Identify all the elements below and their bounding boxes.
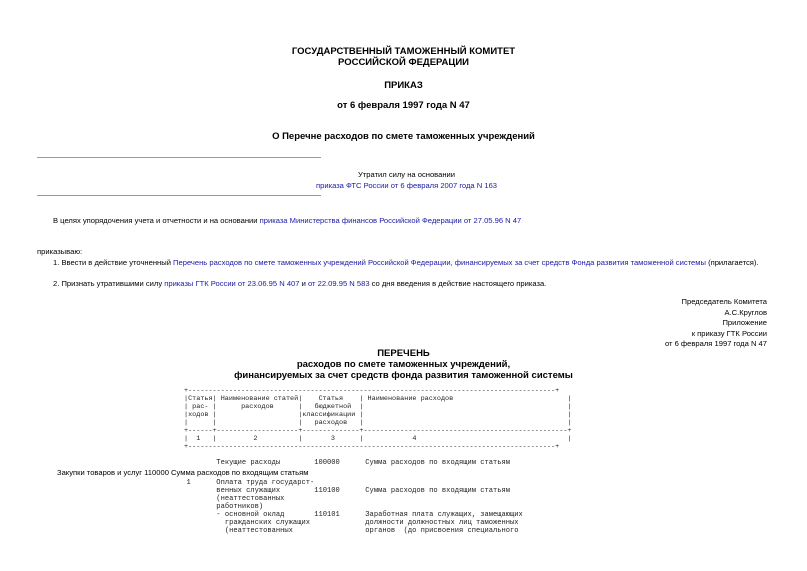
table-rows: 1 Оплата труда государст- венных служащих 110100 Сумма расходов по входящим статьям (неаттестованных работников) - основной оклад 110101 Заработная плата служащих, замещающих гражданских служащих должности должностных лиц таможенных (неаттестованных органов (до присвоения специального [186, 479, 523, 535]
doc-title: О Перечне расходов по смете таможенных учреждений [272, 131, 535, 142]
preamble-text: В целях упорядочения учета и отчетности и на основании [53, 216, 260, 225]
expense-list-link[interactable]: Перечень расходов по смете таможенных учреждений Российской Федерации, финансируемых за счет средств Фонда развития таможенной системы [173, 258, 706, 267]
appendix-to: к приказу ГТК России [691, 328, 767, 338]
minfin-order-link[interactable]: приказа Министерства финансов Российской Федерации от 27.05.96 N 47 [259, 216, 522, 225]
appendix-label: Приложение [722, 318, 767, 327]
gtk-order-583-link[interactable]: от 22.09.95 N 583 [307, 279, 370, 288]
list-title-1: ПЕРЕЧЕНЬ [377, 348, 430, 359]
table-row-purchases: Закупки товаров и услуг 110000 Сумма расходов по входящим статьям [57, 468, 309, 477]
preamble [53, 216, 521, 225]
list-title-3: финансируемых за счет средств фонда развития таможенной системы [234, 370, 573, 381]
doc-date: от 6 февраля 1997 года N 47 [337, 100, 470, 111]
order-word: приказываю: [37, 247, 83, 256]
item-1 [53, 258, 759, 267]
signature-name: А.С.Круглов [724, 307, 767, 317]
table-header: +------------------------------------------------------------------------------------------+ |Статья| Наименование статей| Статья | Наименование расходов | | рас- | расходов | бюджетной | | |ходов | |классификации | | | | | расходов | | +------+--------------------+--------------+--------------------------------------------------+ | 1 | 2 | 3 | 4 | +------------------------------------------------------------------------------------------+ [184, 387, 572, 451]
gtk-order-407-link[interactable]: приказы ГТК России от 23.06.95 N 407 [164, 279, 300, 288]
signature-position: Председатель Комитета [681, 297, 767, 306]
divider-top [37, 157, 321, 158]
item-2-suffix: со дня введения в действие настоящего приказа. [369, 279, 547, 288]
item-1-suffix: (прилагается). [705, 258, 759, 267]
item-2-prefix: 2. Признать утратившими силу [53, 279, 165, 288]
status-line: Утратил силу на основании [358, 170, 456, 179]
appendix-date: от 6 февраля 1997 года N 47 [664, 339, 767, 348]
item-1-prefix: 1. Ввести в действие уточненный [53, 258, 174, 267]
doc-type: ПРИКАЗ [384, 80, 423, 91]
item-2-mid: и [299, 279, 308, 288]
org-name-line2: РОССИЙСКОЙ ФЕДЕРАЦИИ [337, 57, 469, 68]
list-title-2: расходов по смете таможенных учреждений, [296, 359, 511, 370]
signature-block [665, 297, 767, 350]
status-link-wrap [316, 181, 497, 190]
divider-bottom [37, 195, 321, 196]
table-row-current: Текущие расходы 100000 Сумма расходов по входящим статьям [178, 459, 511, 467]
item-2 [53, 279, 546, 288]
org-name-line1: ГОСУДАРСТВЕННЫЙ ТАМОЖЕННЫЙ КОМИТЕТ [291, 46, 516, 57]
repeal-order-link[interactable]: приказа ФТС России от 6 февраля 2007 года N 163 [316, 181, 498, 190]
